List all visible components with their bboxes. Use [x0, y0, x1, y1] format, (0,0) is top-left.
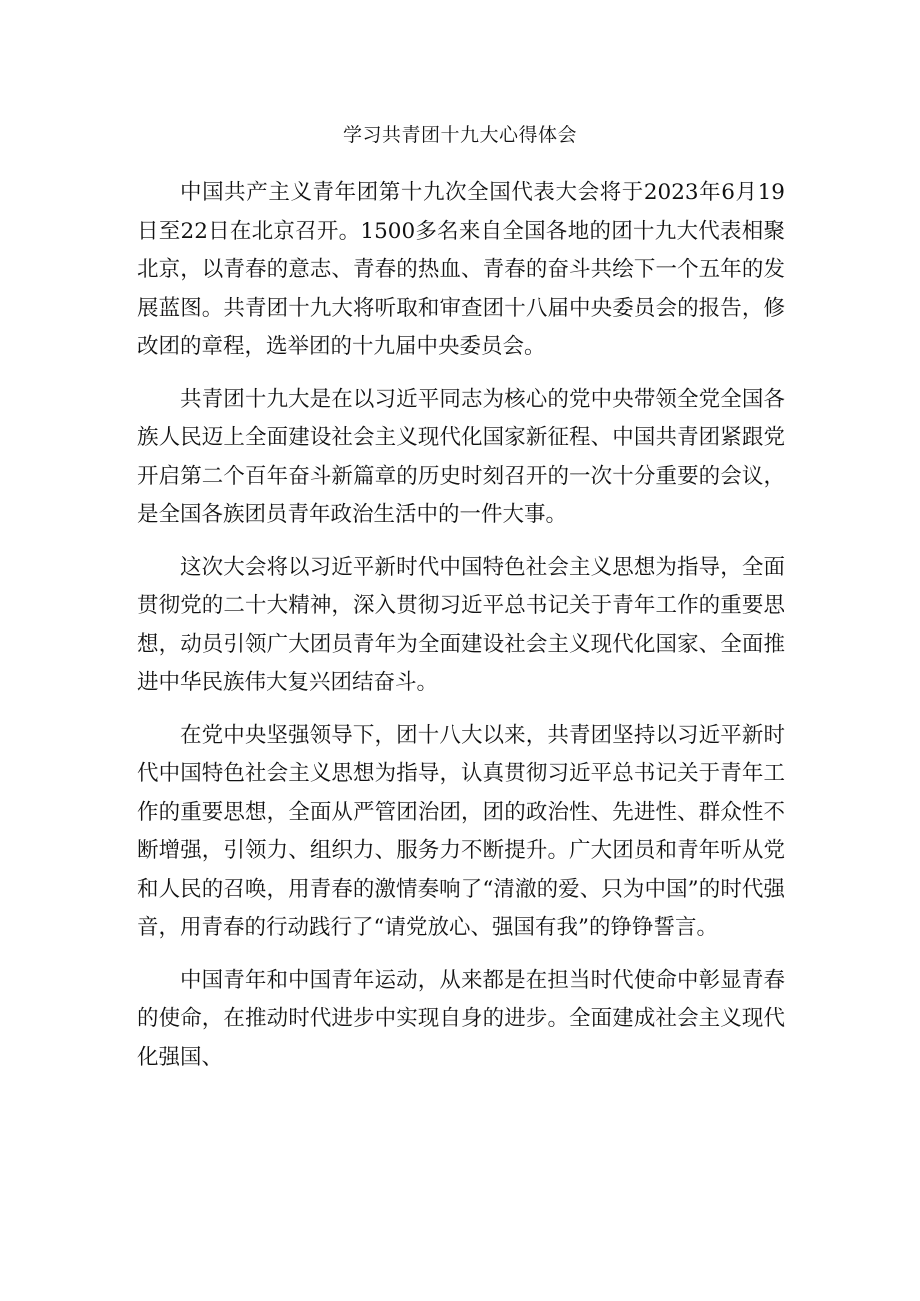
- paragraph-2: 共青团十九大是在以习近平同志为核心的党中央带领全党全国各族人民迈上全面建设社会主义现代化国家新征程、中国共青团紧跟党开启第二个百年奋斗新篇章的历史时刻召开的一次十分重要的会议，是全国各族团员青年政治生活中的一件大事。: [137, 386, 785, 527]
- document-title: 学习共青团十九大心得体会: [342, 124, 577, 146]
- document-body: [137, 174, 785, 1077]
- paragraph-5: 中国青年和中国青年运动，从来都是在担当时代使命中彰显青春的使命，在推动时代进步中实现自身的进步。全面建成社会主义现代化强国、: [137, 967, 785, 1070]
- paragraph-1: 中国共产主义青年团第十九次全国代表大会将于2023年6月19日至22日在北京召开。1500多名来自全国各地的团十九大代表相聚北京，以青春的意志、青春的热血、青春的奋斗共绘下一个五年的发展蓝图。共青团十九大将听取和审查团十八届中央委员会的报告，修改团的章程，选举团的十九届中央委员会。: [137, 180, 785, 359]
- paragraph-4: 在党中央坚强领导下，团十八大以来，共青团坚持以习近平新时代中国特色社会主义思想为指导，认真贯彻习近平总书记关于青年工作的重要思想，全面从严管团治团，团的政治性、先进性、群众性不断增强，引领力、组织力、服务力不断提升。广大团员和青年听从党和人民的召唤，用青春的激情奏响了“清澈的爱、只为中国”的时代强音，用青春的行动践行了“请党放心、强国有我”的铮铮誓言。: [137, 722, 785, 940]
- paragraph-3: 这次大会将以习近平新时代中国特色社会主义思想为指导，全面贯彻党的二十大精神，深入贯彻习近平总书记关于青年工作的重要思想，动员引领广大团员青年为全面建设社会主义现代化国家、全面推进中华民族伟大复兴团结奋斗。: [137, 554, 785, 695]
